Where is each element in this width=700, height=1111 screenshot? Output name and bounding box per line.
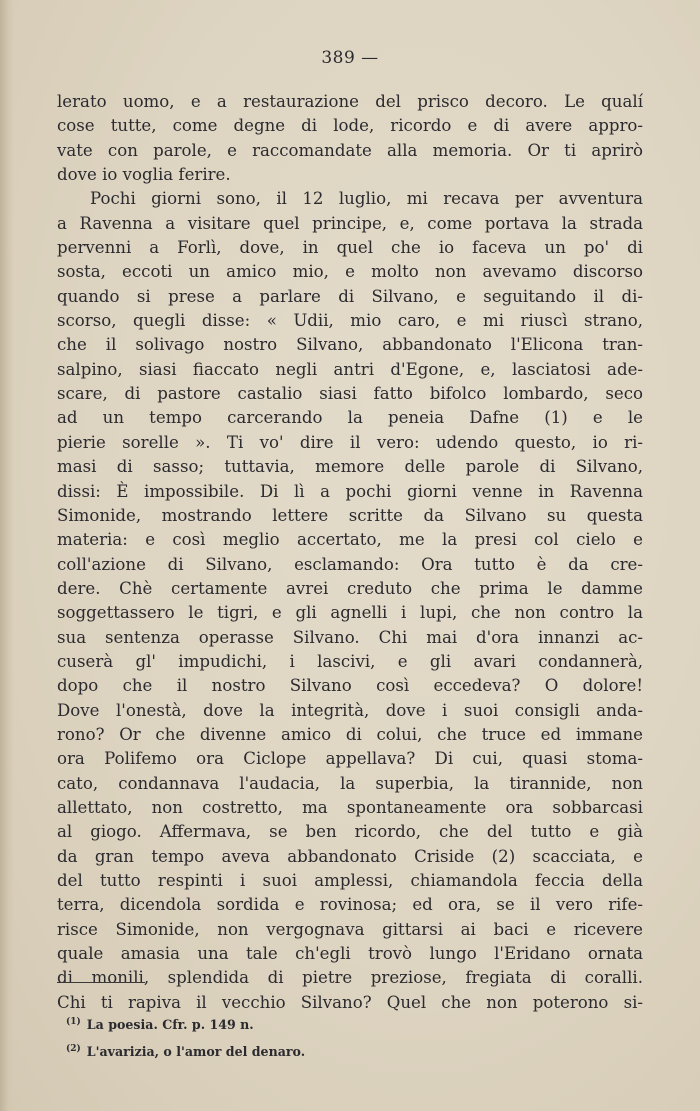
text-line: allettato, non costretto, ma spontaneamente ora sobbarcasi [57,797,643,817]
text-line: Pochi giorni sono, il 12 luglio, mi recava per avventura [90,189,643,209]
footnote-text: La poesia. Cfr. p. 149 n. [86,1017,254,1032]
text-line: Chi ti rapiva il vecchio Silvano? Quel che non poterono si- [57,992,643,1012]
footnote-text: L'avarizia, o l'amor del denaro. [86,1044,306,1059]
text-line: ad un tempo carcerando la peneia Dafne (1) e le [57,408,643,428]
text-line: cato, condannava l'audacia, la superbia, la tirannide, non [57,773,643,793]
text-line: ora Polifemo ora Ciclope appellava? Di cui, quasi stoma- [57,749,643,769]
text-line: a Ravenna a visitare quel principe, e, come portava la strada [57,213,643,233]
footnote-divider [57,982,145,983]
text-line: del tutto respinti i suoi amplessi, chiamandola feccia della [57,871,643,890]
text-line: pervenni a Forlì, dove, in quel che io faceva un po' di [57,238,643,258]
text-line: lerato uomo, e a restaurazione del prisco decoro. Le qualí [57,92,643,111]
text-line: da gran tempo aveva abbandonato Criside (2) scacciata, e [57,846,643,866]
paragraph-2 [57,187,643,1015]
footnote-1: $^{(1)}$ La poesia. Cfr. p. 149 n. [66,1017,254,1032]
text-line: Dove l'onestà, dove la integrità, dove i suoi consigli anda- [57,700,643,720]
text-line: Simonide, mostrando lettere scritte da Silvano su questa [57,505,643,525]
text-line: sua sentenza operasse Silvano. Chi mai d'ora innanzi ac- [57,627,643,647]
text-line: che il solivago nostro Silvano, abbandonato l'Elicona tran- [57,335,643,355]
text-line: scare, di pastore castalio siasi fatto bifolco lombardo, seco [57,384,643,404]
text-line: risce Simonide, non vergognava gittarsi ai baci e ricevere [57,919,643,939]
text-line: masi di sasso; tuttavia, memore delle parole di Silvano, [57,457,643,477]
footnotes [66,1010,305,1064]
text-line: dove io voglia ferire. [57,165,231,185]
text-line: materia: e così meglio accertato, me la presi col cielo e [57,530,643,550]
footnote-mark: 1 [70,1017,77,1027]
text-line: quale amasia una tale ch'egli trovò lungo l'Eridano ornata [57,944,643,964]
text-line: dissi: È impossibile. Di lì a pochi giorni venne in Ravenna [57,481,643,501]
text-line: coll'azione di Silvano, esclamando: Ora tutto è da cre- [57,554,643,574]
text-line: dere. Chè certamente avrei creduto che prima le damme [57,578,643,598]
text-line: soggettassero le tigri, e gli agnelli i lupi, che non contro la [57,603,643,623]
binding-gutter [0,0,14,1111]
text-line: di monili, splendida di pietre preziose, fregiata di coralli. [57,968,643,988]
text-line: dopo che il nostro Silvano così eccedeva? O dolore! [57,676,643,696]
page-number: 389 — [321,48,379,68]
text-line: pierie sorelle ». Ti vo' dire il vero: udendo questo, io ri- [57,432,643,452]
text-line: salpino, siasi fiaccato negli antri d'Egone, e, lasciatosi ade- [57,359,643,379]
text-line: quando si prese a parlare di Silvano, e seguitando il di- [57,286,643,306]
body-text [57,90,643,1015]
text-line: cose tutte, come degne di lode, ricordo e di avere appro- [57,116,643,136]
text-line: cuserà gl' impudichi, i lascivi, e gli avari condannerà, [57,651,643,671]
paragraph-1 [57,90,643,187]
text-line: terra, dicendola sordida e rovinosa; ed ora, se il vero rife- [57,895,643,915]
text-line: rono? Or che divenne amico di colui, che truce ed immane [57,724,643,744]
text-line: al giogo. Affermava, se ben ricordo, che del tutto e già [57,822,643,842]
text-line: sosta, eccoti un amico mio, e molto non avevamo discorso [57,262,643,282]
text-line: vate con parole, e raccomandate alla memoria. Or ti aprirò [57,140,643,160]
footnote-2: $^{(2)}$ L'avarizia, o l'amor del denaro. [66,1044,306,1059]
footnote-mark: 2 [70,1044,77,1054]
text-line: scorso, quegli disse: « Udii, mio caro, e mi riuscì strano, [57,311,643,331]
